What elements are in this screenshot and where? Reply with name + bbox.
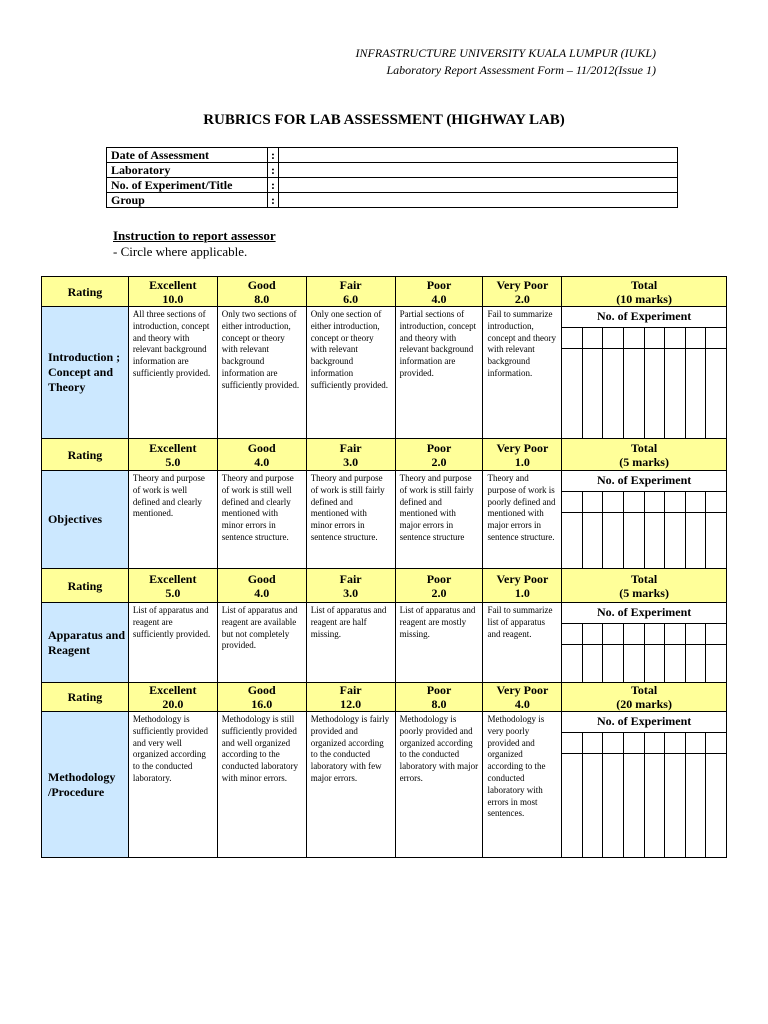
experiment-score-cell[interactable] [562, 492, 583, 512]
experiment-score-cell[interactable] [624, 328, 645, 348]
experiment-score-cell[interactable] [686, 754, 707, 857]
experiment-score-cell[interactable] [645, 328, 666, 348]
experiment-score-cell[interactable] [624, 733, 645, 753]
rating-level-5[interactable] [483, 439, 562, 471]
info-separator: : [268, 163, 279, 178]
experiment-score-cell[interactable] [686, 492, 707, 512]
level-name: Fair [339, 571, 362, 586]
total-label: Total [631, 683, 658, 697]
experiment-score-cell[interactable] [706, 624, 726, 644]
experiment-score-cell[interactable] [645, 624, 666, 644]
level-score: 4.0 [254, 585, 270, 600]
level-name: Excellent [149, 683, 197, 697]
experiment-score-cell[interactable] [665, 513, 686, 568]
level-name: Excellent [149, 277, 197, 292]
info-label: Date of Assessment [107, 148, 268, 163]
rating-level-5[interactable] [483, 683, 562, 712]
experiment-number-grid [562, 491, 726, 513]
level-score: 2.0 [431, 585, 447, 600]
rating-level-1[interactable] [128, 439, 217, 471]
level-name: Poor [426, 571, 452, 586]
level-name: Fair [339, 277, 362, 292]
info-row-group [107, 193, 678, 208]
level-score: 8.0 [431, 697, 447, 711]
descriptor-cell[interactable]: List of apparatus and reagent are mostly missing. [395, 603, 483, 683]
experiment-score-cell[interactable] [583, 645, 604, 682]
rating-level-4[interactable] [395, 277, 483, 307]
experiment-number-grid [562, 327, 726, 349]
experiment-score-cell[interactable] [603, 733, 624, 753]
descriptor-cell[interactable]: Methodology is still sufficiently provided and well organized according to the conducted laboratory with minor errors. [217, 712, 306, 858]
header-form-id: Laboratory Report Assessment Form – 11/2012(Issue 1) [386, 63, 656, 77]
level-name: Very Poor [496, 440, 549, 455]
rating-header-row [42, 277, 727, 307]
experiment-score-cell[interactable] [583, 328, 604, 348]
rating-level-2[interactable] [217, 569, 306, 603]
experiment-number-grid [562, 732, 726, 754]
page-title: RUBRICS FOR LAB ASSESSMENT (HIGHWAY LAB) [203, 112, 565, 128]
level-name: Good [247, 277, 276, 292]
descriptor-cell[interactable]: Theory and purpose of work is well defined and clearly mentioned. [128, 471, 217, 569]
descriptor-cell[interactable]: Fail to summarize list of apparatus and reagent. [483, 603, 562, 683]
level-score: 1.0 [514, 585, 530, 600]
descriptor-cell[interactable]: List of apparatus and reagent are half missing. [306, 603, 395, 683]
experiment-mark-grid [562, 349, 726, 438]
rating-level-1[interactable] [128, 277, 217, 307]
instruction-text: - Circle where applicable. [113, 244, 248, 259]
descriptor-cell[interactable]: Methodology is very poorly provided and organized according to the conducted laboratory with errors in most sentences. [483, 712, 562, 858]
experiment-score-cell[interactable] [562, 733, 583, 753]
rating-level-4[interactable] [395, 569, 483, 603]
experiment-score-cell[interactable] [645, 492, 666, 512]
rating-level-3[interactable] [306, 683, 395, 712]
experiment-score-cell[interactable] [686, 513, 707, 568]
experiment-score-cell[interactable] [706, 754, 726, 857]
level-score: 4.0 [514, 697, 530, 711]
group-field[interactable] [279, 193, 678, 208]
experiment-score-cell[interactable] [603, 624, 624, 644]
experiment-title-field[interactable] [279, 178, 678, 193]
experiment-score-cell[interactable] [665, 328, 686, 348]
criterion-row-methodology [42, 712, 727, 858]
descriptor-cell[interactable]: Theory and purpose of work is still fairly defined and mentioned with major errors in sentence structure [395, 471, 483, 569]
level-score: 4.0 [254, 454, 270, 469]
total-header [562, 569, 727, 603]
level-name: Fair [339, 683, 362, 697]
experiment-score-cell[interactable] [562, 328, 583, 348]
total-label: Total [631, 571, 658, 586]
rating-level-5[interactable] [483, 569, 562, 603]
total-marks: (20 marks) [616, 697, 672, 711]
level-score: 2.0 [514, 291, 530, 306]
descriptor-cell[interactable]: Methodology is sufficiently provided and very well organized according to the conducted laboratory. [128, 712, 217, 858]
level-score: 20.0 [162, 697, 184, 711]
level-name: Excellent [149, 440, 197, 455]
experiment-score-cell[interactable] [562, 624, 583, 644]
criterion-label: Methodology /Procedure [42, 712, 129, 858]
rating-label: Rating [42, 439, 129, 471]
total-score-cell [562, 712, 727, 858]
experiment-score-cell[interactable] [562, 513, 583, 568]
experiment-number-grid [562, 623, 726, 645]
rubric-table [41, 276, 727, 858]
total-score-cell [562, 603, 727, 683]
no-of-experiment-label: No. of Experiment [596, 473, 692, 487]
level-score: 3.0 [343, 454, 359, 469]
experiment-score-cell[interactable] [624, 754, 645, 857]
level-name: Good [247, 683, 276, 697]
rating-label: Rating [42, 683, 129, 712]
rating-level-4[interactable] [395, 439, 483, 471]
criterion-row-objectives [42, 471, 727, 569]
experiment-score-cell[interactable] [686, 733, 707, 753]
experiment-score-cell[interactable] [583, 754, 604, 857]
rating-level-2[interactable] [217, 439, 306, 471]
descriptor-cell[interactable]: Partial sections of introduction, concept and theory with relevant background information are provided. [395, 307, 483, 439]
header-institution: INFRASTRUCTURE UNIVERSITY KUALA LUMPUR (IUKL) [355, 46, 656, 60]
rating-header-row [42, 569, 727, 603]
experiment-score-cell[interactable] [624, 492, 645, 512]
experiment-score-cell[interactable] [603, 513, 624, 568]
level-name: Fair [339, 440, 362, 455]
experiment-score-cell[interactable] [645, 513, 666, 568]
level-name: Poor [426, 440, 452, 455]
level-name: Good [247, 571, 276, 586]
experiment-score-cell[interactable] [665, 349, 686, 438]
experiment-score-cell[interactable] [645, 733, 666, 753]
info-row-date [107, 148, 678, 163]
descriptor-cell[interactable]: Theory and purpose of work is still well defined and clearly mentioned with minor errors in sentence structure. [217, 471, 306, 569]
criterion-row-apparatus [42, 603, 727, 683]
descriptor-cell[interactable]: Fail to summarize introduction, concept and theory with relevant background information. [483, 307, 562, 439]
experiment-score-cell[interactable] [665, 754, 686, 857]
info-separator: : [268, 178, 279, 193]
no-of-experiment-label: No. of Experiment [596, 309, 692, 323]
rating-level-3[interactable] [306, 277, 395, 307]
level-score: 4.0 [431, 291, 447, 306]
rating-level-1[interactable] [128, 569, 217, 603]
level-name: Very Poor [496, 683, 549, 697]
experiment-score-cell[interactable] [583, 624, 604, 644]
experiment-score-cell[interactable] [645, 645, 666, 682]
rating-level-4[interactable] [395, 683, 483, 712]
level-score: 6.0 [343, 291, 359, 306]
descriptor-cell[interactable]: Theory and purpose of work is poorly defined and mentioned with major errors in sentence structure. [483, 471, 562, 569]
experiment-score-cell[interactable] [583, 513, 604, 568]
rating-label: Rating [42, 277, 129, 307]
experiment-score-cell[interactable] [686, 349, 707, 438]
total-header [562, 683, 727, 712]
level-score: 8.0 [254, 291, 270, 306]
total-label: Total [631, 277, 658, 292]
experiment-score-cell[interactable] [624, 349, 645, 438]
experiment-score-cell[interactable] [583, 349, 604, 438]
info-separator: : [268, 148, 279, 163]
criterion-label: Apparatus and Reagent [42, 603, 129, 683]
experiment-score-cell[interactable] [603, 328, 624, 348]
level-score: 1.0 [514, 454, 530, 469]
experiment-score-cell[interactable] [665, 645, 686, 682]
experiment-score-cell[interactable] [706, 492, 726, 512]
descriptor-cell[interactable]: Only two sections of either introduction, concept or theory with relevant background information are sufficiently provided. [217, 307, 306, 439]
level-score: 10.0 [162, 291, 184, 306]
experiment-score-cell[interactable] [706, 645, 726, 682]
laboratory-field[interactable] [279, 163, 678, 178]
level-name: Very Poor [496, 571, 549, 586]
rating-label: Rating [42, 569, 129, 603]
experiment-score-cell[interactable] [686, 624, 707, 644]
rating-header-row [42, 683, 727, 712]
experiment-mark-grid [562, 513, 726, 568]
total-header [562, 277, 727, 307]
level-score: 5.0 [165, 454, 181, 469]
experiment-score-cell[interactable] [706, 328, 726, 348]
descriptor-cell[interactable]: List of apparatus and reagent are available but not completely provided. [217, 603, 306, 683]
total-marks: (10 marks) [616, 291, 672, 306]
total-score-cell [562, 307, 727, 439]
experiment-score-cell[interactable] [686, 328, 707, 348]
experiment-score-cell[interactable] [665, 624, 686, 644]
experiment-score-cell[interactable] [645, 349, 666, 438]
total-marks: (5 marks) [619, 454, 669, 469]
total-label: Total [631, 440, 658, 455]
level-score: 5.0 [165, 585, 181, 600]
experiment-score-cell[interactable] [603, 645, 624, 682]
level-name: Poor [426, 683, 452, 697]
rating-level-2[interactable] [217, 277, 306, 307]
no-of-experiment-label: No. of Experiment [596, 605, 692, 619]
rating-level-1[interactable] [128, 683, 217, 712]
experiment-score-cell[interactable] [706, 513, 726, 568]
rating-level-2[interactable] [217, 683, 306, 712]
experiment-score-cell[interactable] [706, 349, 726, 438]
experiment-mark-grid [562, 754, 726, 857]
descriptor-cell[interactable]: Methodology is poorly provided and organized according to the conducted laboratory with major errors. [395, 712, 483, 858]
criterion-label: Introduction ; Concept and Theory [42, 307, 129, 439]
experiment-score-cell[interactable] [624, 624, 645, 644]
rating-level-5[interactable] [483, 277, 562, 307]
experiment-score-cell[interactable] [665, 492, 686, 512]
info-row-experiment-title [107, 178, 678, 193]
level-score: 16.0 [251, 697, 273, 711]
descriptor-cell[interactable]: Only one section of either introduction, concept or theory with relevant background information sufficiently provided. [306, 307, 395, 439]
experiment-score-cell[interactable] [686, 645, 707, 682]
experiment-score-cell[interactable] [583, 733, 604, 753]
level-name: Very Poor [496, 277, 549, 292]
rating-level-3[interactable] [306, 569, 395, 603]
info-separator: : [268, 193, 279, 208]
info-label: Group [107, 193, 268, 208]
info-label: No. of Experiment/Title [107, 178, 268, 193]
info-label: Laboratory [107, 163, 268, 178]
experiment-score-cell[interactable] [624, 513, 645, 568]
no-of-experiment-label: No. of Experiment [596, 714, 692, 728]
experiment-score-cell[interactable] [562, 645, 583, 682]
total-score-cell [562, 471, 727, 569]
experiment-score-cell[interactable] [706, 733, 726, 753]
level-score: 3.0 [343, 585, 359, 600]
experiment-score-cell[interactable] [583, 492, 604, 512]
experiment-score-cell[interactable] [603, 492, 624, 512]
experiment-mark-grid [562, 645, 726, 682]
info-row-laboratory [107, 163, 678, 178]
level-name: Good [247, 440, 276, 455]
experiment-score-cell[interactable] [645, 754, 666, 857]
assessment-info-table [106, 147, 678, 208]
level-score: 2.0 [431, 454, 447, 469]
descriptor-cell[interactable]: All three sections of introduction, concept and theory with relevant background information are sufficiently provided. [128, 307, 217, 439]
criterion-label: Objectives [42, 471, 129, 569]
descriptor-cell[interactable]: List of apparatus and reagent are sufficiently provided. [128, 603, 217, 683]
descriptor-cell[interactable]: Theory and purpose of work is still fairly defined and mentioned with minor errors in sentence structure. [306, 471, 395, 569]
experiment-score-cell[interactable] [562, 754, 583, 857]
date-field[interactable] [279, 148, 678, 163]
experiment-score-cell[interactable] [562, 349, 583, 438]
experiment-score-cell[interactable] [603, 754, 624, 857]
level-score: 12.0 [340, 697, 362, 711]
level-name: Poor [426, 277, 452, 292]
total-marks: (5 marks) [619, 585, 669, 600]
rating-header-row [42, 439, 727, 471]
level-name: Excellent [149, 571, 197, 586]
descriptor-cell[interactable]: Methodology is fairly provided and organized according to the conducted laboratory with few major errors. [306, 712, 395, 858]
experiment-score-cell[interactable] [603, 349, 624, 438]
experiment-score-cell[interactable] [624, 645, 645, 682]
instruction-heading: Instruction to report assessor [113, 228, 276, 243]
criterion-row-introduction [42, 307, 727, 439]
total-header [562, 439, 727, 471]
rating-level-3[interactable] [306, 439, 395, 471]
experiment-score-cell[interactable] [665, 733, 686, 753]
